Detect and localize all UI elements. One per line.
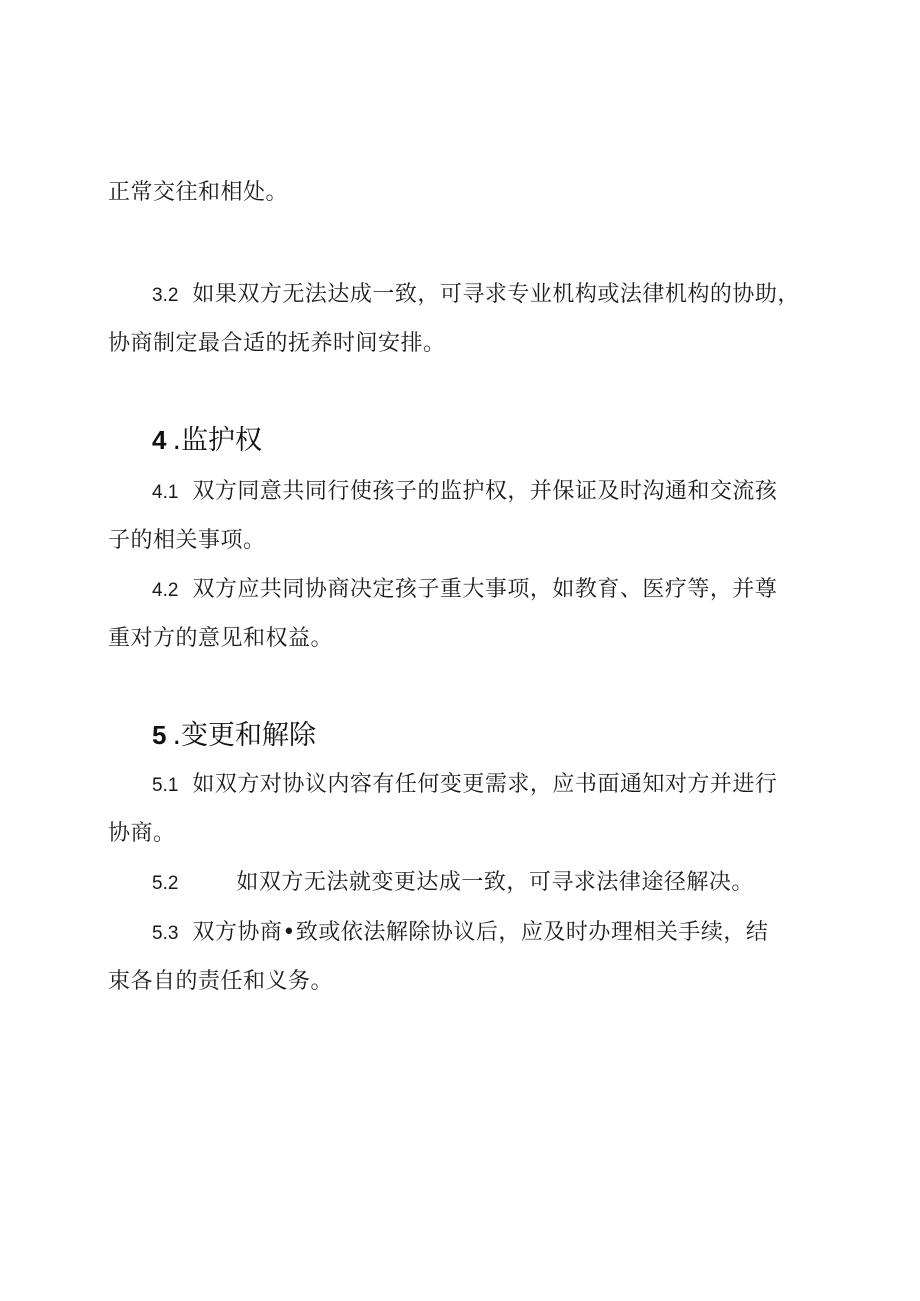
clause-5-2-line-1 <box>152 868 754 899</box>
clause-4-1-line-1 <box>152 477 777 508</box>
continuation-line: 正常交往和相处。 <box>108 180 289 205</box>
section-5-number: 5 <box>152 720 167 750</box>
clause-5-2-text-1: 如双方无法就变更达成一致，可寻求法律途径解决。 <box>236 870 754 895</box>
clause-5-1-line-1 <box>152 770 777 801</box>
clause-5-1-number: 5.1 <box>152 775 179 796</box>
clause-5-3-line-2: 束各自的责任和义务。 <box>108 969 334 994</box>
clause-4-2-text-1: 双方应共同协商决定孩子重大事项，如教育、医疗等，并尊 <box>192 577 778 602</box>
clause-4-1-line-2: 子的相关事项。 <box>108 528 266 553</box>
clause-5-3-number: 5.3 <box>152 923 179 944</box>
clause-5-3-text-1: 双方协商•致或依法解除协议后，应及时办理相关手续，结 <box>192 920 769 945</box>
clause-4-1-text-1: 双方同意共同行使孩子的监护权，并保证及时沟通和交流孩 <box>192 479 778 504</box>
clause-3-2-number: 3.2 <box>152 285 179 306</box>
section-5-heading <box>152 717 316 754</box>
clause-5-1-line-2: 协商。 <box>108 821 176 846</box>
clause-3-2-line-2: 协商制定最合适的抚养时间安排。 <box>108 331 446 356</box>
clause-4-1-number: 4.1 <box>152 482 179 503</box>
clause-5-3-line-1 <box>152 918 768 949</box>
section-5-title: .变更和解除 <box>172 720 317 751</box>
clause-4-2-line-2: 重对方的意见和权益。 <box>108 626 334 651</box>
clause-3-2-text-1: 如果双方无法达成一致，可寻求专业机构或法律机构的协助， <box>192 282 800 307</box>
clause-5-2-number: 5.2 <box>152 873 179 894</box>
clause-4-2-line-1 <box>152 575 777 606</box>
section-4-title: .监护权 <box>172 425 263 456</box>
section-4-heading <box>152 422 262 459</box>
section-4-number: 4 <box>152 425 167 455</box>
clause-4-2-number: 4.2 <box>152 580 179 601</box>
clause-3-2-line-1 <box>152 280 800 311</box>
clause-5-1-text-1: 如双方对协议内容有任何变更需求，应书面通知对方并进行 <box>192 772 778 797</box>
